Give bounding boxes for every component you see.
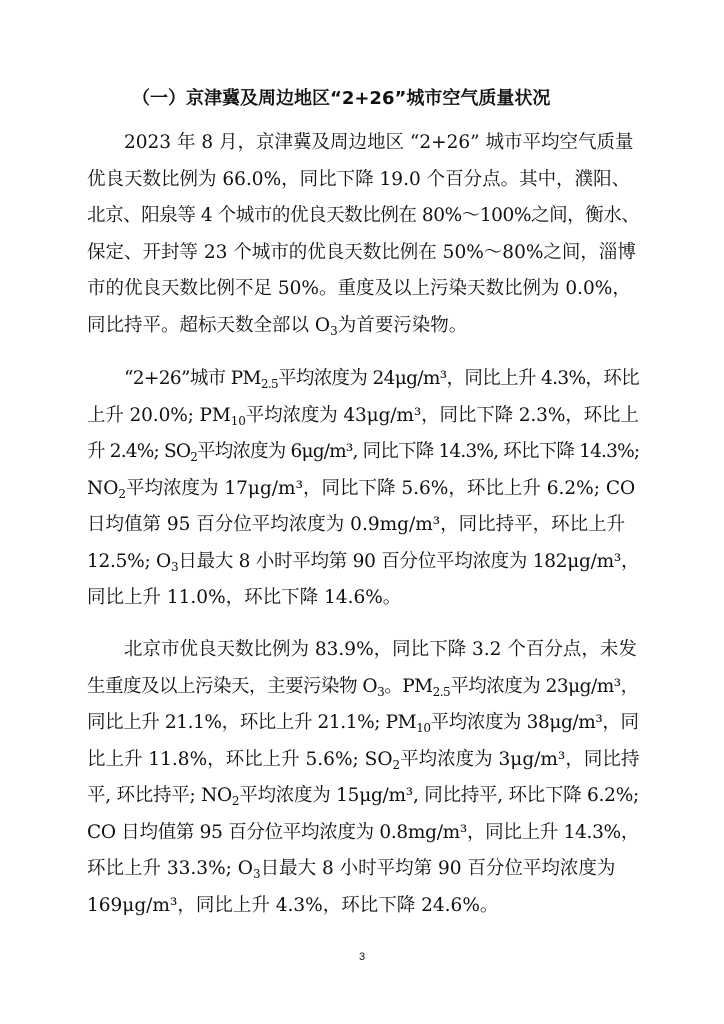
text-run: 平均浓度为 15μg/m³, 同比持平, 环比下降 6.2%; [239, 785, 639, 806]
text-line [87, 891, 639, 921]
text-run: 平均浓度为 3μg/m³，同比持 [400, 748, 640, 770]
text-line [87, 745, 639, 775]
text-line [87, 165, 639, 195]
subscript: 2 [392, 757, 401, 772]
subscript: 2.5 [260, 377, 278, 391]
text-line [87, 547, 639, 577]
section-heading: （一）京津冀及周边地区“2+26”城市空气质量状况 [132, 88, 551, 109]
text-line [124, 128, 639, 158]
text-line [87, 311, 639, 341]
text-line [87, 437, 639, 467]
text-run: 上升 20.0%; PM [87, 404, 231, 426]
text-run: 升 2.4%; SO [87, 441, 191, 462]
text-run: 。PM [384, 675, 433, 697]
text-run: 为首要污染物。 [337, 314, 468, 336]
text-line [124, 635, 639, 665]
text-run: 市的优良天数比例不足 50%。重度及以上污染天数比例为 0.0%， [87, 278, 631, 299]
subscript: 3 [170, 559, 179, 574]
text-run: 日最大 8 小时平均第 90 百分位平均浓度为 [260, 858, 616, 879]
text-run: 169μg/m³，同比上升 4.3%，环比下降 24.6%。 [87, 894, 499, 916]
text-run: 同比上升 21.1%，环比上升 21.1%; PM [87, 712, 417, 733]
text-line [87, 708, 639, 738]
text-line [87, 854, 639, 884]
text-run: 同比持平。超标天数全部以 O [87, 314, 331, 336]
text-run: 平均浓度为 6μg/m³, 同比下降 14.3%, 环比下降 14.3%; [197, 441, 640, 462]
subscript: 3 [377, 684, 385, 699]
page-number: 3 [358, 951, 366, 963]
text-run: 生重度及以上污染天，主要污染物 O [87, 675, 378, 697]
text-line [87, 818, 639, 848]
text-run: 北京、阳泉等 4 个城市的优良天数比例在 80%～100%之间，衡水、 [87, 205, 640, 226]
subscript: 3 [252, 867, 261, 881]
text-run: 比上升 11.8%，环比上升 5.6%; SO [87, 748, 393, 770]
text-line [87, 510, 639, 540]
subscript: 10 [416, 721, 431, 735]
text-line [87, 583, 639, 613]
text-run: 保定、开封等 23 个城市的优良天数比例在 50%～80%之间，淄博 [87, 241, 636, 263]
text-line [87, 474, 639, 504]
subscript: 10 [230, 413, 246, 428]
text-line [124, 364, 639, 394]
text-run: 日均值第 95 百分位平均浓度为 0.9mg/m³，同比持平，环比上升 [87, 514, 626, 535]
subscript: 2 [190, 450, 198, 464]
subscript: 2.5 [432, 684, 451, 699]
text-run: NO [87, 477, 119, 499]
text-run: CO 日均值第 95 百分位平均浓度为 0.8mg/m³，同比上升 14.3%， [87, 821, 640, 843]
text-run: 平均浓度为 43μg/m³，同比下降 2.3%，环比上 [245, 404, 639, 426]
text-run: 平, 环比持平; NO [87, 785, 232, 806]
text-line [87, 274, 639, 304]
text-run: 12.5%; O [87, 550, 171, 572]
text-line [87, 672, 639, 702]
text-line [87, 201, 639, 231]
text-run: 平均浓度为 23μg/m³， [450, 675, 639, 697]
subscript: 2 [118, 486, 126, 501]
text-run: 2023 年 8 月，京津冀及周边地区 “2+26” 城市平均空气质量 [124, 132, 634, 153]
subscript: 2 [231, 794, 240, 808]
text-line [87, 238, 639, 268]
text-run: 同比上升 11.0%，环比下降 14.6%。 [87, 587, 402, 608]
text-line [87, 401, 639, 431]
text-run: 北京市优良天数比例为 83.9%，同比下降 3.2 个百分点，未发 [124, 639, 637, 660]
text-run: “2+26”城市 PM [124, 368, 261, 389]
text-run: 平均浓度为 17μg/m³，同比下降 5.6%，环比上升 6.2%; CO [126, 477, 636, 499]
text-line [87, 781, 639, 811]
text-run: 优良天数比例为 66.0%，同比下降 19.0 个百分点。其中，濮阳、 [87, 168, 631, 190]
text-run: 日最大 8 小时平均第 90 百分位平均浓度为 182μg/m³， [178, 550, 640, 572]
text-run: 平均浓度为 38μg/m³，同 [430, 712, 639, 733]
subscript: 3 [330, 323, 338, 338]
text-run: 环比上升 33.3%; O [87, 858, 253, 879]
text-run: 平均浓度为 24μg/m³，同比上升 4.3%，环比 [278, 368, 639, 389]
